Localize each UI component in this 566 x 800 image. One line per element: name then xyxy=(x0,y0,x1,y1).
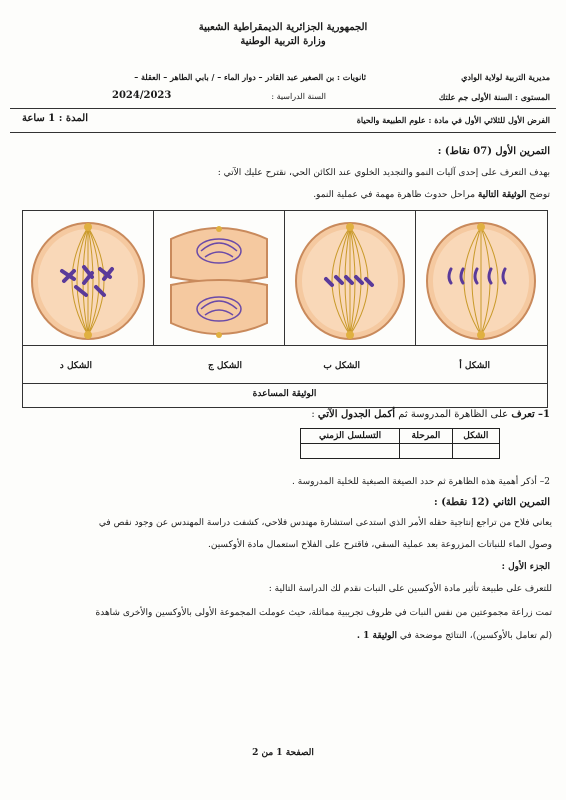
figure-label-c: الشكل ج xyxy=(207,361,242,371)
question-2: 2– أذكر أهمية هذه الظاهرة ثم حدد الصيغة الصبغية للخلية المدروسة . xyxy=(292,477,550,487)
table-header-phase: المرحلة xyxy=(400,429,453,444)
table-cell[interactable] xyxy=(400,444,453,459)
page-number xyxy=(0,748,566,758)
q1-prefix: تعرف xyxy=(511,409,535,420)
q1-bold: أكمل الجدول الآتي xyxy=(317,409,396,420)
fig-divider-2 xyxy=(284,210,285,345)
table-header-shape: الشكل xyxy=(452,429,499,444)
doc-line-suffix: مراحل حدوث ظاهرة مهمة في عملية النمو. xyxy=(313,190,476,200)
school-year-value: 2024/2023 xyxy=(112,90,172,101)
table-cell[interactable] xyxy=(452,444,499,459)
table-header-row xyxy=(301,429,500,444)
fig-divider-1 xyxy=(153,210,154,345)
exercise1-doc-line xyxy=(10,190,550,200)
exercise2-paragraph-4: تمت زراعة مجموعتين من نفس النبات في ظروف تجريبية مماثلة، حيث عوملت المجموعة الأولى بالأوكسين والأخرى شاهدة xyxy=(95,608,552,618)
republic-title: الجمهورية الجزائرية الديمقراطية الشعبية xyxy=(198,22,368,33)
ministry-title: وزارة التربية الوطنية xyxy=(240,36,326,47)
header-divider-bottom xyxy=(10,132,556,133)
exercise2-paragraph-5 xyxy=(10,631,552,641)
exercise2-paragraph-1: يعاني فلاح من تراجع إنتاجية حقله الأمر الذي استدعى استشارة مهندس فلاحي، كشفت دراسة المهندس عن وجود نقص في xyxy=(98,518,552,528)
header-divider-top xyxy=(10,108,556,109)
doc-line-bold: الوثيقة التالية xyxy=(477,190,527,200)
table-cell[interactable] xyxy=(301,444,400,459)
q1-suffix: : xyxy=(311,409,315,420)
duration xyxy=(22,113,88,124)
exercise2-title: التمرين الثاني (12 نقطة) : xyxy=(434,497,550,508)
test-title: الفرض الأول للثلاثي الأول في مادة : علوم الطبيعة والحياة xyxy=(356,115,550,125)
figure-a-image xyxy=(419,217,543,345)
page-of: من xyxy=(261,748,274,758)
duration-label: المدة : xyxy=(58,113,88,124)
figure-b-image xyxy=(288,217,412,345)
exercise2-paragraph-3: للتعرف على طبيعة تأثير مادة الأوكسين على النبات نقدم لك الدراسة التالية : xyxy=(268,584,552,594)
part-1-title: الجزء الأول : xyxy=(501,562,550,572)
figure-c-image xyxy=(157,217,281,345)
p5-bold: الوثيقة 1 . xyxy=(356,631,398,641)
exercise2-paragraph-2: وصول الماء للنباتات المزروعة بعد عملية السقي، فاقترح على الفلاح استعمال مادة الأوكسين. xyxy=(208,540,552,550)
doc-line-prefix: توضح xyxy=(529,190,550,200)
document-caption-divider xyxy=(22,383,547,384)
exercise1-intro: بهدف التعرف على إحدى آليات النمو والتجديد الخلوي عند الكائن الحي، نقترح عليك الآتي : xyxy=(217,168,550,178)
figure-d-image xyxy=(26,217,150,345)
page-total: 2 xyxy=(252,748,259,758)
table-header-order: التسلسل الزمني xyxy=(301,429,400,444)
page-current: 1 xyxy=(276,748,283,758)
fig-divider-3 xyxy=(415,210,416,345)
duration-value: 1 ساعة xyxy=(22,113,56,124)
question-1 xyxy=(10,409,550,420)
q1-number: 1– xyxy=(538,409,550,420)
exercise1-title: التمرين الأول (07 نقاط) : xyxy=(437,146,550,157)
figure-label-a: الشكل أ xyxy=(459,361,490,371)
level-label: المستوى : السنة الأولى جم علتك xyxy=(438,92,550,102)
answer-table xyxy=(300,428,500,459)
table-row xyxy=(301,444,500,459)
figure-label-b: الشكل ب xyxy=(323,361,360,371)
schools-label: ثانويات : بن الصغير عبد القادر – دوار الماء – / بابي الطاهر – العقلة – xyxy=(134,72,366,82)
figure-label-d: الشكل د xyxy=(59,361,92,371)
school-year-label: السنة الدراسية : xyxy=(271,92,326,101)
page-label: الصفحة xyxy=(285,748,314,758)
directorate-label: مديرية التربية لولاية الوادي xyxy=(461,72,550,82)
document-caption: الوثيقة المساعدة xyxy=(252,389,317,399)
q1-middle: على الظاهرة المدروسة ثم xyxy=(398,409,509,420)
p5-prefix: (لم تعامل بالأوكسين)، النتائج موضحة في xyxy=(399,631,552,641)
document-figure-bottom xyxy=(22,345,547,346)
